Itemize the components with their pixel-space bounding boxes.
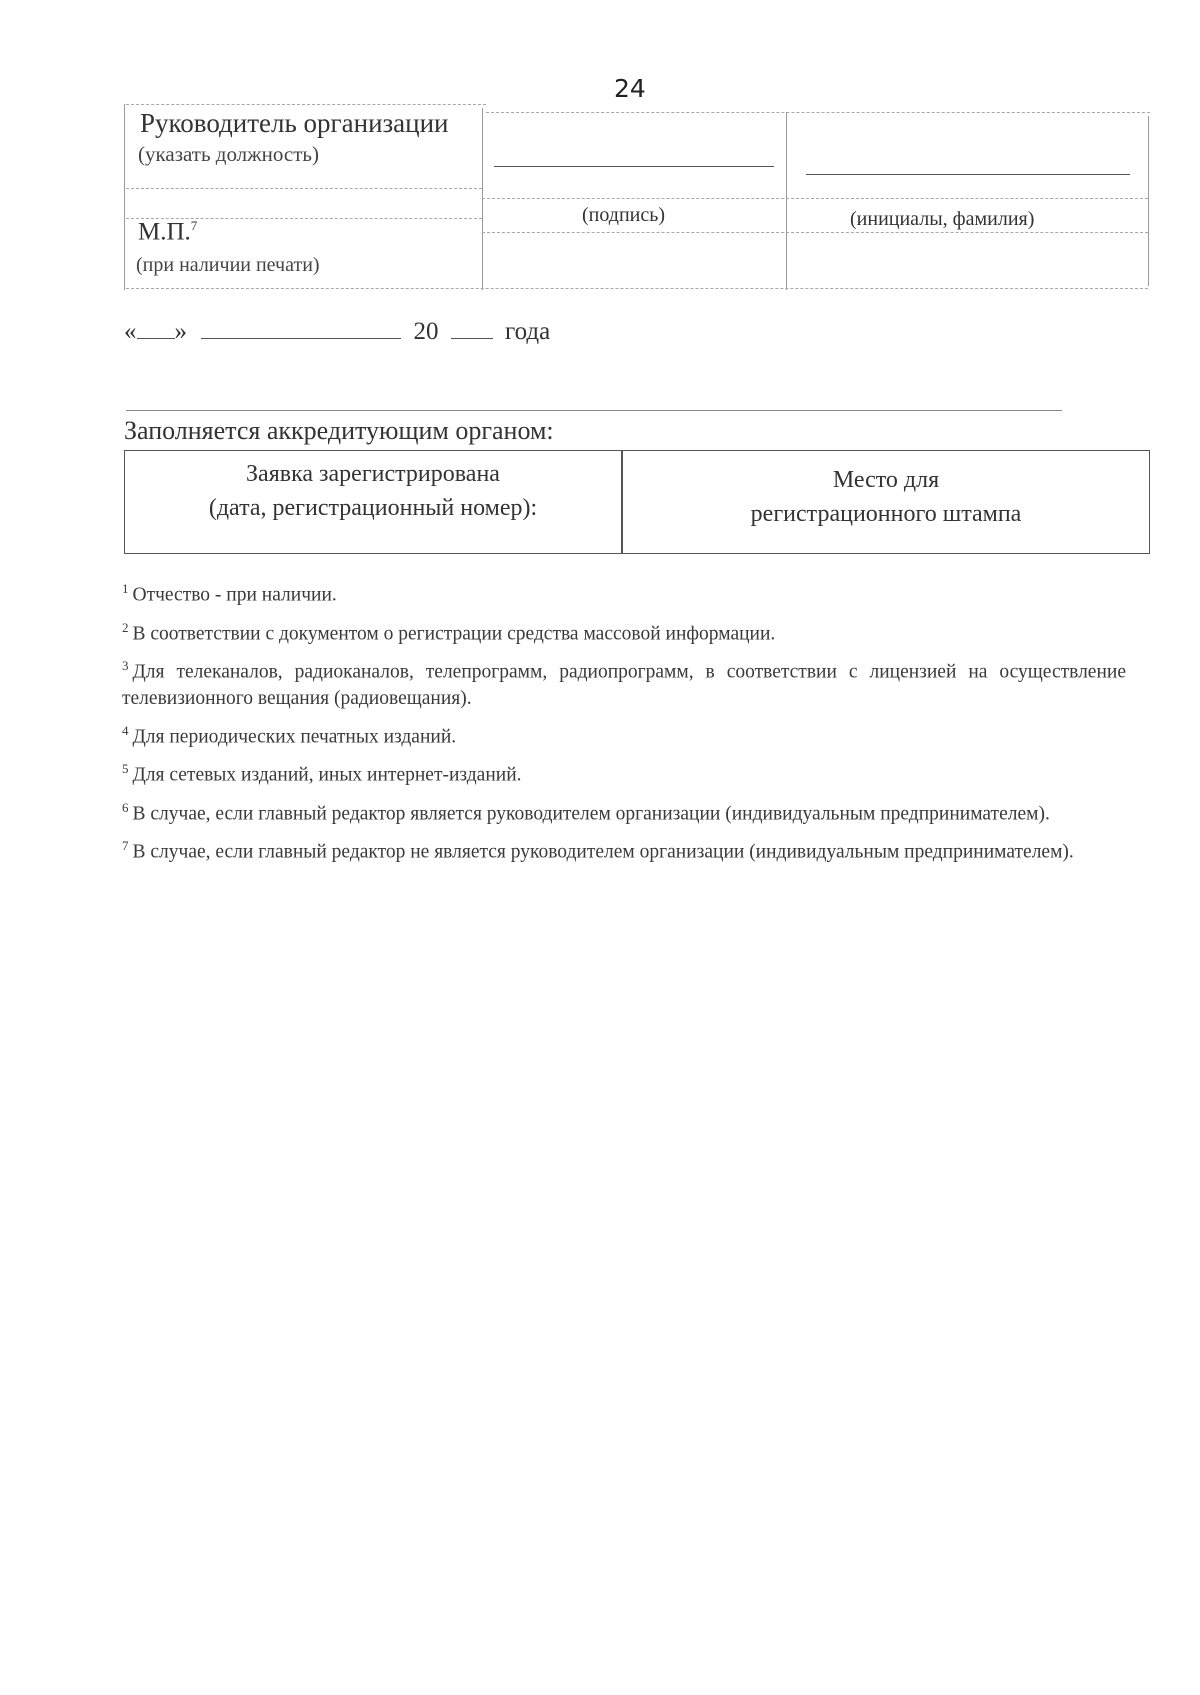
footnote-text: Отчество - при наличии.: [132, 584, 337, 606]
stamp-label: [138, 218, 197, 246]
registration-table: [124, 450, 1150, 554]
stamp-sublabel: (при наличии печати): [136, 254, 320, 276]
table-border-left: [124, 104, 125, 290]
footnote-number: 5: [122, 761, 129, 776]
footnote-7: [122, 833, 1126, 866]
stamp-label-text: М.П.: [138, 218, 191, 246]
name-blank: [806, 174, 1130, 175]
footnotes: [122, 576, 1126, 872]
table-row-divider-right: [482, 198, 1148, 199]
registration-left-line-2: (дата, регистрационный номер):: [208, 495, 538, 521]
registration-right-line-2: регистрационного штампа: [750, 501, 1022, 527]
year-word: года: [505, 318, 551, 345]
footnote-number: 3: [122, 658, 129, 673]
signature-table: [126, 104, 1150, 290]
century-text: 20: [413, 318, 439, 345]
stamp-footnote-mark: 7: [190, 218, 198, 233]
footnote-text: Для сетевых изданий, иных интернет-изданий.: [132, 764, 522, 786]
name-caption: (инициалы, фамилия): [850, 208, 1035, 230]
table-divider-1: [482, 108, 483, 290]
footnote-number: 6: [122, 799, 129, 815]
footnote-2: [122, 615, 1126, 648]
registration-left-cell: [125, 457, 621, 525]
date-open-quote: «: [124, 318, 137, 345]
table-divider-2: [786, 112, 787, 290]
footnote-6: [122, 795, 1126, 828]
head-sublabel: (указать должность): [138, 142, 320, 166]
table-row-divider-right-2: [482, 232, 1148, 233]
table-border-top-right: [486, 112, 1150, 113]
footnote-text: В соответствии с документом о регистрации средства массовой информации.: [132, 623, 776, 644]
footnote-text: Для периодических печатных изданий.: [132, 726, 457, 747]
registration-left-line-1: Заявка зарегистрирована: [246, 461, 500, 487]
table-border-right: [1148, 116, 1149, 286]
footnote-4: [122, 718, 1126, 751]
date-line: [124, 318, 550, 346]
accreditation-title: Заполняется аккредитующим органом:: [124, 416, 554, 445]
table-row-divider-left: [126, 188, 482, 189]
registration-right-line-1: Место для: [832, 467, 940, 493]
page-number: 24: [614, 74, 646, 103]
footnote-text: В случае, если главный редактор не является руководителем организации (индивидуальным предпринимателем).: [132, 841, 1074, 863]
footnote-text: Для телеканалов, радиоканалов, телепрограмм, радиопрограмм, в соответствии с лицензией на осуществление телевизионного вещания (радиовещания).: [122, 661, 1126, 709]
table-border-bottom: [126, 288, 1148, 289]
footnote-number: 1: [122, 581, 129, 596]
date-close-quote: »: [174, 318, 187, 345]
day-blank: [137, 318, 175, 339]
table-border-top-left: [126, 104, 486, 105]
registration-right-cell: [623, 463, 1149, 531]
head-label: Руководитель организации: [140, 108, 449, 138]
signature-caption: (подпись): [582, 204, 666, 226]
year-blank: [451, 318, 493, 339]
footnote-number: 2: [122, 619, 129, 635]
footnote-number: 7: [122, 838, 129, 853]
footnote-text: В случае, если главный редактор является руководителем организации (индивидуальным предпринимателем).: [132, 803, 1050, 824]
signature-blank: [494, 166, 774, 167]
footnote-1: [122, 576, 1126, 609]
footnote-number: 4: [122, 722, 129, 738]
month-blank: [201, 318, 401, 339]
separator-line: [126, 410, 1062, 411]
footnote-3: [122, 653, 1126, 712]
footnote-5: [122, 756, 1126, 789]
